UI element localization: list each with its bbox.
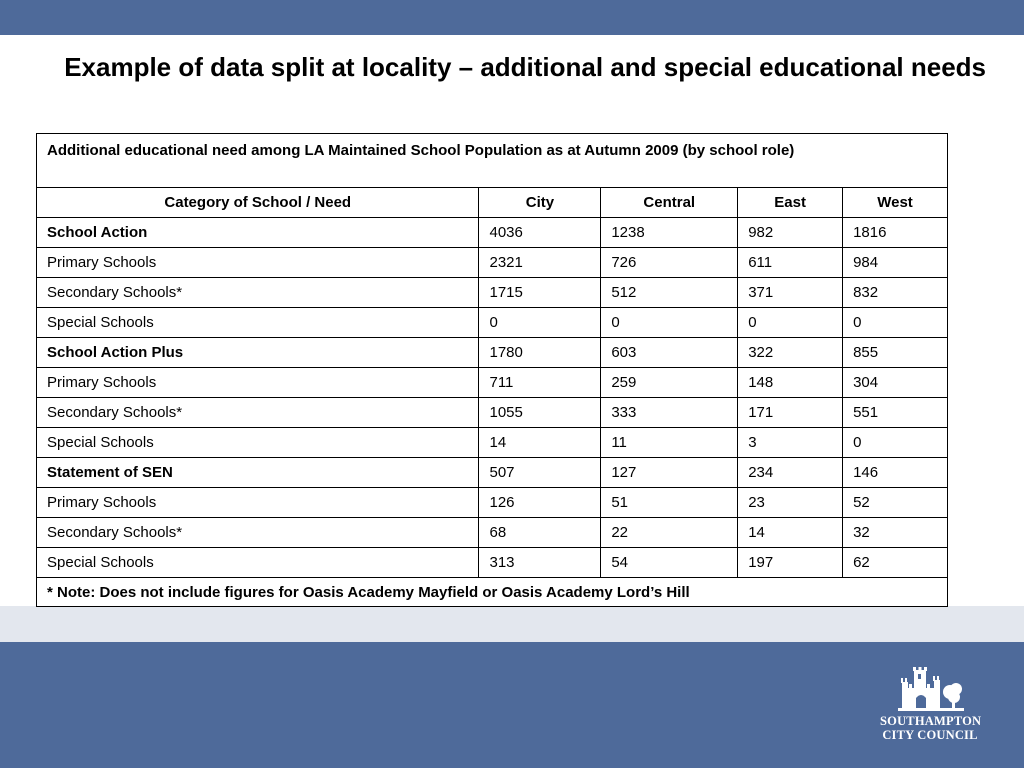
cell-east: 197 [738,548,843,578]
cell-city: 1780 [479,338,601,368]
cell-east: 611 [738,248,843,278]
table-caption: Additional educational need among LA Maintained School Population as at Autumn 2009 (by school role) [37,134,948,188]
cell-central: 259 [601,368,738,398]
table-caption-row [37,134,948,188]
cell-east: 371 [738,278,843,308]
cell-west: 832 [843,278,948,308]
cell-west: 551 [843,398,948,428]
row-label: Primary Schools [37,488,479,518]
table-row [37,368,948,398]
cell-west: 146 [843,458,948,488]
row-label: Statement of SEN [37,458,479,488]
column-header-city: City [479,188,601,218]
cell-central: 51 [601,488,738,518]
row-label: Primary Schools [37,368,479,398]
cell-city: 313 [479,548,601,578]
table-note: * Note: Does not include figures for Oasis Academy Mayfield or Oasis Academy Lord’s Hill [37,578,948,607]
row-label: Special Schools [37,308,479,338]
table-row [37,428,948,458]
cell-central: 11 [601,428,738,458]
logo-text-line1: SOUTHAMPTON [880,714,982,728]
row-label: Special Schools [37,428,479,458]
column-header-central: Central [601,188,738,218]
cell-east: 23 [738,488,843,518]
cell-city: 0 [479,308,601,338]
cell-east: 148 [738,368,843,398]
cell-east: 0 [738,308,843,338]
footer-banner [0,642,1024,768]
cell-west: 984 [843,248,948,278]
row-label: Secondary Schools* [37,518,479,548]
footer-light-band [0,606,1024,642]
cell-east: 3 [738,428,843,458]
cell-west: 0 [843,428,948,458]
top-banner [0,0,1024,35]
cell-central: 726 [601,248,738,278]
cell-city: 507 [479,458,601,488]
table-note-row [37,578,948,607]
council-logo-icon [880,664,980,720]
table-row [37,548,948,578]
table-group-row [37,218,948,248]
cell-central: 22 [601,518,738,548]
cell-west: 32 [843,518,948,548]
cell-west: 855 [843,338,948,368]
column-header-east: East [738,188,843,218]
cell-east: 982 [738,218,843,248]
cell-city: 1055 [479,398,601,428]
cell-west: 1816 [843,218,948,248]
table-row [37,398,948,428]
cell-central: 54 [601,548,738,578]
table-group-row [37,338,948,368]
cell-city: 126 [479,488,601,518]
table-row [37,278,948,308]
cell-city: 2321 [479,248,601,278]
cell-east: 171 [738,398,843,428]
row-label: Secondary Schools* [37,398,479,428]
table-header-row [37,188,948,218]
cell-west: 0 [843,308,948,338]
cell-central: 127 [601,458,738,488]
row-label: Secondary Schools* [37,278,479,308]
cell-central: 1238 [601,218,738,248]
cell-city: 14 [479,428,601,458]
data-table [36,133,948,607]
cell-city: 711 [479,368,601,398]
logo-text-line2: CITY COUNCIL [882,728,978,742]
cell-west: 52 [843,488,948,518]
cell-city: 4036 [479,218,601,248]
cell-west: 304 [843,368,948,398]
cell-central: 0 [601,308,738,338]
table-row [37,518,948,548]
row-label: Special Schools [37,548,479,578]
table-row [37,248,948,278]
cell-central: 333 [601,398,738,428]
cell-city: 1715 [479,278,601,308]
cell-central: 603 [601,338,738,368]
table-group-row [37,458,948,488]
cell-east: 322 [738,338,843,368]
table-row [37,308,948,338]
cell-east: 234 [738,458,843,488]
column-header-category: Category of School / Need [37,188,479,218]
column-header-west: West [843,188,948,218]
row-label: Primary Schools [37,248,479,278]
cell-central: 512 [601,278,738,308]
cell-city: 68 [479,518,601,548]
cell-west: 62 [843,548,948,578]
slide-title: Example of data split at locality – additional and special educational needs [64,52,986,82]
row-label: School Action Plus [37,338,479,368]
council-logo [880,664,980,748]
cell-east: 14 [738,518,843,548]
table-row [37,488,948,518]
row-label: School Action [37,218,479,248]
